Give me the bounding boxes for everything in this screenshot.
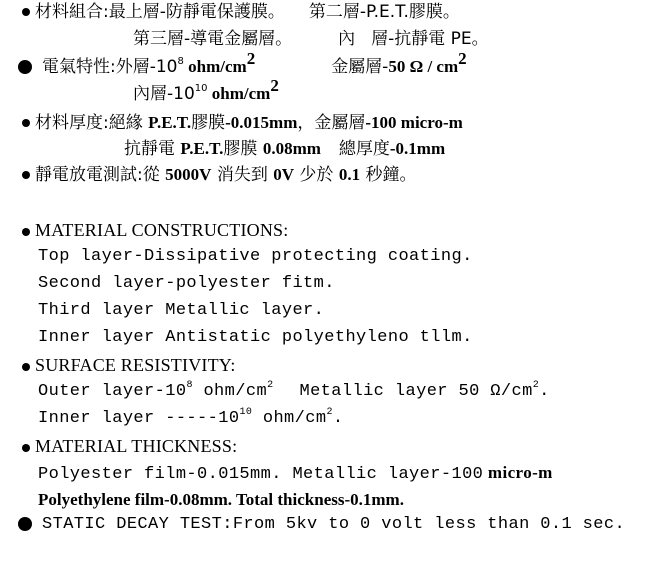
bullet-icon [22,8,30,16]
en-resistivity-line-1 [38,380,550,401]
en-materials-line: Inner layer Antistatic polyethyleno tllm. [38,328,473,347]
zh-resistivity-inner-prefix: 內層-10 [133,84,195,104]
en-thickness-line-2: Polyethylene film-0.08mm. Total thickness-0.1mm. [38,490,404,509]
en-decay-line: STATIC DECAY TEST:From 5kv to 0 volt less than 0.1 sec. [42,515,626,534]
en-thickness-heading: MATERIAL THICKNESS: [35,436,238,456]
en-thickness-line1-b: micro-m [483,463,553,482]
en-thickness-line-1 [38,464,553,483]
zh-thickness-line2-d: 0.08mm [262,139,321,158]
en-materials-line: Top layer-Dissipative protecting coating. [38,247,473,266]
zh-decay-text-f: 0.1 [338,165,361,184]
en-resistivity-inner-end: . [332,409,344,428]
en-materials-line: Second layer-polyester fitm. [38,274,335,293]
en-resistivity-metal-end: . [539,382,550,401]
zh-resistivity-inner-exp: 10 [194,83,208,94]
en-resistivity-metal: Metallic layer 50 Ω/cm [299,382,533,401]
zh-materials-inner-value: 層-抗靜電 PE。 [371,29,489,49]
zh-decay-label: 靜電放電測試: [35,165,143,185]
en-resistivity-inner-prefix: Inner layer -----10 [38,409,240,428]
zh-thickness-line2-f: -0.1mm [389,139,446,158]
en-decay-line-wrap [18,516,625,533]
zh-decay-text-e: 少於 [294,165,339,185]
en-resistivity-outer-unit: ohm/cm [192,382,268,401]
zh-materials-inner-label: 內 [338,29,356,49]
zh-decay-text-d: 0V [273,165,295,184]
zh-materials-layer2: 第二層-P.E.T.膠膜。 [308,2,460,22]
zh-materials-layer1: 最上層-防靜電保護膜。 [108,2,285,22]
en-resistivity-outer-prefix: Outer layer-10 [38,382,187,401]
zh-decay-line [22,166,416,184]
zh-thickness-label: 材料厚度: [35,113,109,133]
zh-resistivity-outer-prefix: 外層-10 [115,57,178,77]
zh-thickness-line2-e: 總厚度 [338,139,390,159]
en-resistivity-inner-unit-exp: 2 [326,407,333,418]
en-thickness-heading-line [22,437,237,455]
zh-resistivity-outer-unit: ohm/cm [183,57,247,76]
zh-resistivity-metal-value: 50 Ω / cm [388,57,459,76]
bullet-icon [18,60,32,74]
zh-resistivity-line-1 [18,49,467,77]
bullet-icon [22,119,30,127]
en-resistivity-line-2 [38,407,344,428]
en-thickness-line1-a: Polyester film-0.015mm. Metallic layer-100 [38,465,484,484]
en-resistivity-outer-exp: 8 [186,380,193,391]
en-resistivity-inner-unit: ohm/cm [252,409,327,428]
zh-decay-text-b: 5000V [165,165,212,184]
zh-resistivity-line-2 [133,76,279,104]
zh-resistivity-outer-exp: 8 [177,56,184,67]
zh-resistivity-label: 電氣特性: [42,57,116,77]
zh-materials-layer3: 第三層-導電金屬層。 [133,29,293,49]
zh-resistivity-outer-unit-exp: 2 [246,49,256,68]
en-materials-heading-line [22,221,288,239]
zh-materials-label: 材料組合: [35,2,109,22]
zh-decay-text-c: 消失到 [211,165,274,185]
zh-thickness-line1-c: 膠膜 [191,113,226,133]
en-resistivity-outer-unit-exp: 2 [267,380,274,391]
zh-thickness-line-1 [22,114,463,132]
en-resistivity-inner-exp: 10 [239,407,253,418]
en-resistivity-metal-exp: 2 [532,380,540,391]
zh-thickness-line-2 [124,140,445,158]
en-materials-heading: MATERIAL CONSTRUCTIONS: [35,220,289,240]
en-materials-line: Third layer Metallic layer. [38,301,325,320]
zh-thickness-line2-c: 膠膜 [223,139,263,159]
zh-decay-text-a: 從 [142,165,166,185]
zh-thickness-line1-b: P.E.T. [148,113,192,132]
bullet-icon [18,517,32,531]
zh-thickness-line1-e: ，金屬層 [297,113,366,133]
zh-materials-line-2 [133,31,489,48]
bullet-icon [22,444,30,452]
bullet-icon [22,363,30,371]
zh-resistivity-inner-unit-exp: 2 [270,76,279,95]
zh-materials-line-1 [22,4,460,21]
zh-thickness-line1-d: -0.015mm [225,113,298,132]
en-resistivity-heading-line [22,356,236,374]
zh-resistivity-metal-exp: 2 [458,49,467,68]
en-resistivity-heading: SURFACE RESISTIVITY: [35,355,236,375]
zh-thickness-line2-b: P.E.T. [180,139,224,158]
bullet-icon [22,171,30,179]
zh-thickness-line1-f: -100 micro-m [365,113,463,132]
zh-resistivity-metal-prefix: 金屬層- [331,57,389,77]
bullet-icon [22,228,30,236]
zh-thickness-line2-a: 抗靜電 [124,139,181,159]
zh-resistivity-inner-unit: ohm/cm [207,84,271,103]
zh-thickness-line1-a: 絕緣 [108,113,149,133]
zh-decay-text-g: 秒鐘。 [360,165,417,185]
